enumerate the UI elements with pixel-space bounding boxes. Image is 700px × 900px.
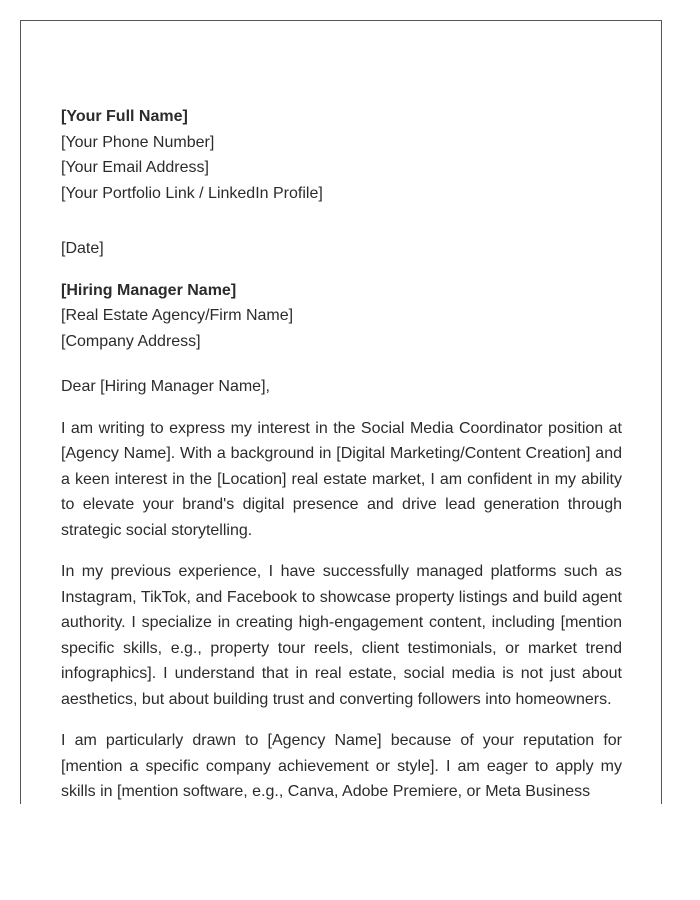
letter-body: [61, 104, 622, 804]
recipient-block: [61, 278, 622, 355]
recipient-address: [Company Address]: [61, 332, 201, 350]
recipient-agency: [Real Estate Agency/Firm Name]: [61, 307, 294, 324]
letter-page: [20, 20, 662, 804]
sender-email: [Your Email Address]: [61, 159, 209, 176]
salutation: Dear [Hiring Manager Name],: [61, 378, 270, 395]
sender-block: [61, 104, 622, 206]
body-paragraph-1: I am writing to express my interest in the Social Media Coordinator position at [Agency Name]. With a background in [Digital Marketing/Content Creation] and a keen interest in the [Location] real estate market, I am confident in my ability to elevate your brand's digital presence and drive lead generation through strategic social storytelling.: [61, 419, 622, 539]
letter-date: [Date]: [61, 240, 104, 257]
sender-portfolio: [Your Portfolio Link / LinkedIn Profile]: [61, 184, 323, 202]
body-paragraph-2: In my previous experience, I have successfully managed platforms such as Instagram, TikTok, and Facebook to showcase property listings and build agent authority. I specialize in creating high-engagement content, including [mention specific skills, e.g., property tour reels, client testimonials, or market trend infographics]. I understand that in real estate, social media is not just about aesthetics, but about building trust and converting followers into homeowners.: [61, 563, 622, 708]
body-paragraph-3: I am particularly drawn to [Agency Name] because of your reputation for [mention a specific company achievement or style]. I am eager to apply my skills in [mention software, e.g., Canva, Adobe Premiere, or Meta Business: [61, 732, 622, 800]
salutation-block: [61, 374, 622, 400]
date-block: [61, 236, 622, 262]
sender-phone: [Your Phone Number]: [61, 133, 215, 151]
sender-name: [Your Full Name]: [61, 108, 188, 125]
recipient-name: [Hiring Manager Name]: [61, 281, 237, 299]
